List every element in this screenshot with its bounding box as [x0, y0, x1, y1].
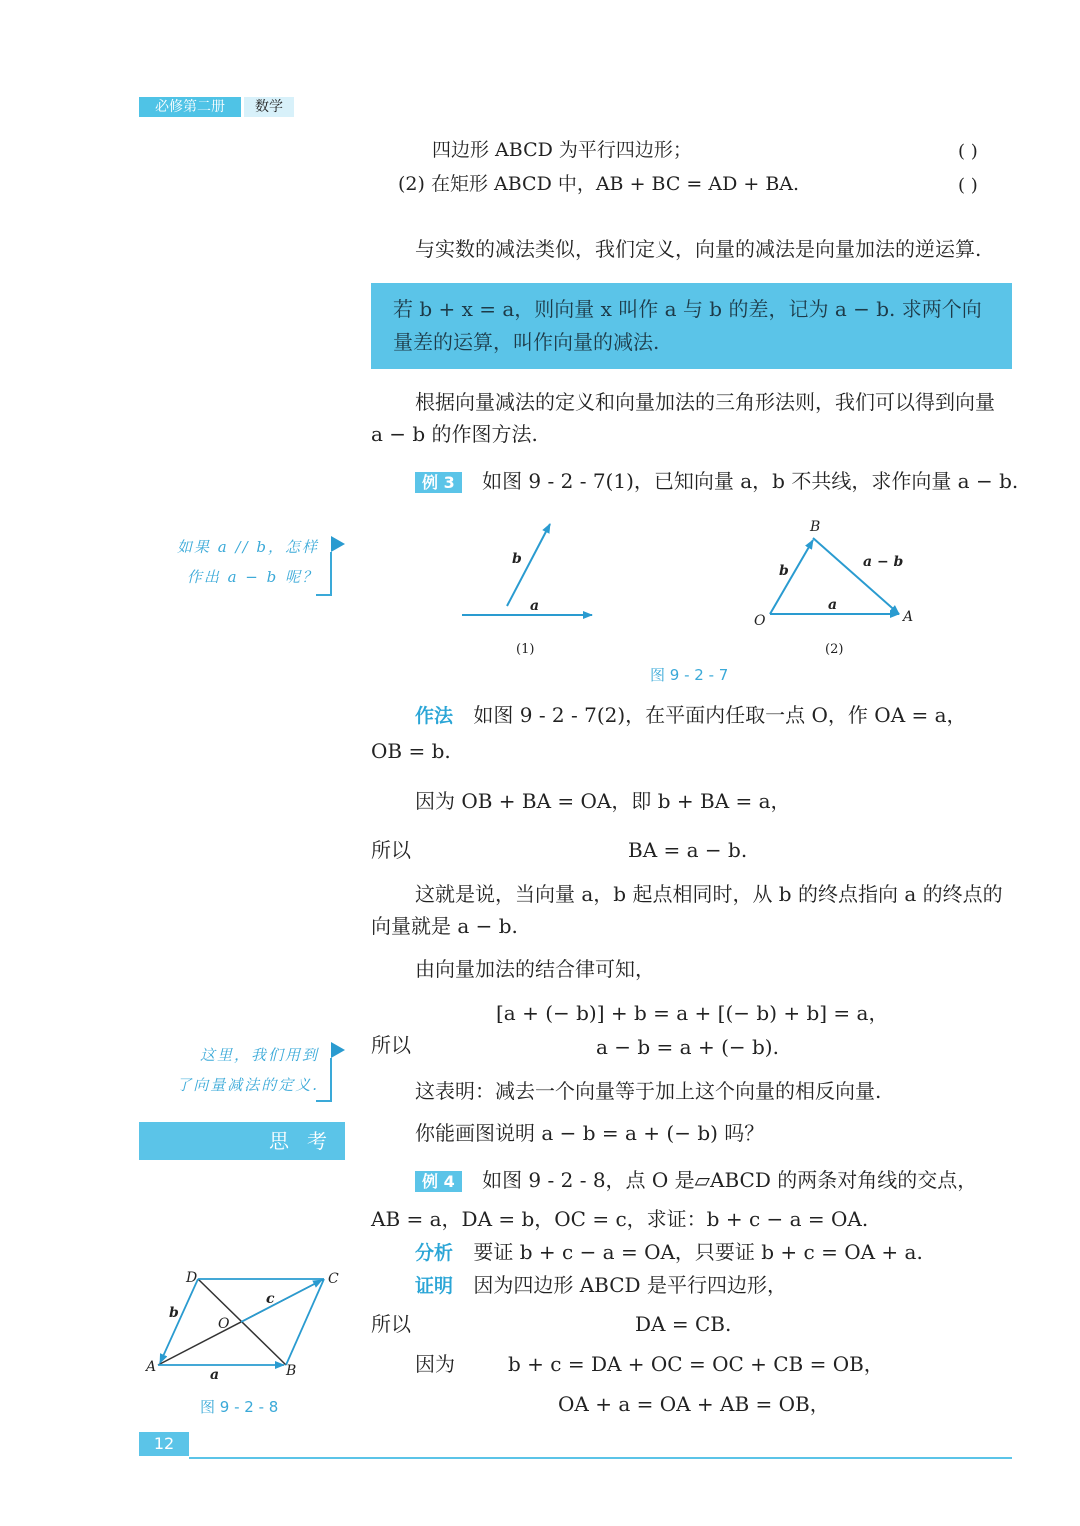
- exercise-line-2: (2) 在矩形 ABCD 中，AB + BC = AD + BA.: [398, 173, 800, 195]
- figure-9-2-8-caption: 图 9 - 2 - 8: [200, 1398, 279, 1416]
- example-4-tag: 例 4: [415, 1171, 462, 1192]
- proof: [415, 1269, 787, 1302]
- label-a: a: [210, 1367, 220, 1383]
- margin-note-2-bracket: [316, 1058, 332, 1102]
- answer-paren-2: ( ): [958, 175, 978, 196]
- because-2-formula-1: b + c = DA + OC = OC + CB = OB，: [508, 1352, 884, 1376]
- subject-label: 数学: [244, 97, 294, 117]
- so-3-formula: DA = CB.: [635, 1312, 732, 1336]
- figure-9-2-7: [440, 510, 940, 690]
- example-3-text: 如图 9 - 2 - 7(1)，已知向量 a，b 不共线，求作向量 a − b.: [482, 469, 1019, 493]
- so-1-label: 所以: [371, 838, 411, 862]
- point-C: C: [328, 1271, 339, 1287]
- margin-note-2: [139, 1040, 319, 1100]
- definition-box: [371, 283, 1012, 369]
- side-CB: [286, 1279, 324, 1365]
- point-B: B: [286, 1363, 297, 1379]
- margin-note-1-line-1: 如果 a // b，怎样: [177, 538, 319, 556]
- assoc-intro: 由向量加法的结合律可知，: [415, 957, 655, 981]
- because-2-label: 因为: [415, 1352, 455, 1376]
- example-4-text-2: AB = a，DA = b，OC = c，求证：b + c − a = OA.: [371, 1207, 869, 1231]
- intro-paragraph: 与实数的减法类似，我们定义，向量的减法是向量加法的逆运算.: [415, 237, 982, 261]
- example-4: [415, 1164, 977, 1198]
- label-b-2: b: [779, 563, 789, 579]
- example-3-tag: 例 3: [415, 472, 462, 493]
- example-4-text-1: 如图 9 - 2 - 8，点 O 是▱ABCD 的两条对角线的交点，: [482, 1168, 978, 1192]
- analysis-label: 分析: [415, 1242, 454, 1264]
- sub-label-2: (2): [825, 642, 844, 657]
- example-3: [415, 465, 1019, 499]
- proof-label: 证明: [415, 1275, 454, 1297]
- footer-line: [189, 1457, 1012, 1459]
- exercise-line-1: 四边形 ABCD 为平行四边形；: [432, 139, 692, 161]
- that-is-paragraph: 这就是说，当向量 a，b 起点相同时，从 b 的终点指向 a 的终点的向量就是 a − b.: [371, 882, 1003, 938]
- margin-note-1: [139, 532, 319, 592]
- point-A: A: [903, 609, 914, 625]
- vector-OC-line: [241, 1280, 322, 1322]
- label-a-2: a: [828, 597, 838, 613]
- margin-note-2-line-1: 这里，我们用到: [199, 1046, 319, 1064]
- construction-text-2: OB = b.: [371, 739, 451, 763]
- point-A: A: [146, 1359, 157, 1375]
- assoc-formula: [a + (− b)] + b = a + [(− b) + b] = a，: [496, 1001, 889, 1025]
- shows-paragraph: 这表明：减去一个向量等于加上这个向量的相反向量.: [415, 1079, 882, 1103]
- so-2-label: 所以: [371, 1033, 411, 1057]
- point-B: B: [810, 519, 821, 535]
- construction-text-1: 如图 9 - 2 - 7(2)，在平面内任取一点 O，作 OA = a，: [473, 703, 967, 727]
- point-O: O: [754, 613, 766, 629]
- so-1-formula: BA = a − b.: [628, 838, 748, 862]
- point-O: O: [218, 1316, 230, 1332]
- figure-9-2-7-caption: 图 9 - 2 - 7: [650, 666, 729, 684]
- label-b: b: [512, 551, 522, 567]
- figure-9-2-8: [140, 1265, 350, 1390]
- point-D: D: [186, 1270, 198, 1286]
- vector-OB-line: [770, 540, 813, 614]
- so-2-formula: a − b = a + (− b).: [596, 1035, 779, 1059]
- construction-label: 作法: [415, 705, 454, 727]
- definition-text: 若 b + x = a，则向量 x 叫作 a 与 b 的差，记为 a − b. 求两个向量差的运算，叫作向量的减法.: [393, 297, 982, 354]
- because-1: 因为 OB + BA = OA，即 b + BA = a，: [415, 789, 791, 813]
- label-a-minus-b: a − b: [863, 554, 904, 570]
- margin-note-2-line-2: 了向量减法的定义.: [176, 1076, 319, 1094]
- book-label: 必修第二册: [139, 97, 241, 117]
- sub-label-1: (1): [516, 642, 535, 657]
- vector-DA-line: [160, 1279, 198, 1363]
- label-b: b: [169, 1305, 179, 1321]
- margin-note-1-bracket: [316, 552, 332, 596]
- label-a: a: [530, 598, 540, 614]
- think-box: 思考: [139, 1122, 345, 1160]
- so-3-label: 所以: [371, 1312, 411, 1336]
- page-number: 12: [139, 1432, 189, 1456]
- method-intro: 根据向量减法的定义和向量加法的三角形法则，我们可以得到向量 a − b 的作图方法.: [371, 390, 995, 446]
- vector-BA-line: [813, 538, 899, 614]
- flag-icon: [331, 536, 345, 552]
- analysis: [415, 1236, 923, 1269]
- because-2-formula-2: OA + a = OA + AB = OB，: [558, 1392, 830, 1416]
- label-c: c: [266, 1291, 275, 1307]
- flag-icon: [331, 1042, 345, 1058]
- analysis-text: 要证 b + c − a = OA，只要证 b + c = OA + a.: [473, 1240, 923, 1264]
- margin-note-1-line-2: 作出 a − b 呢？: [186, 568, 319, 586]
- answer-paren-1: ( ): [958, 141, 978, 162]
- proof-text: 因为四边形 ABCD 是平行四边形，: [473, 1273, 787, 1297]
- think-question: 你能画图说明 a − b = a + (− b) 吗？: [415, 1121, 765, 1145]
- construction: [415, 699, 1015, 732]
